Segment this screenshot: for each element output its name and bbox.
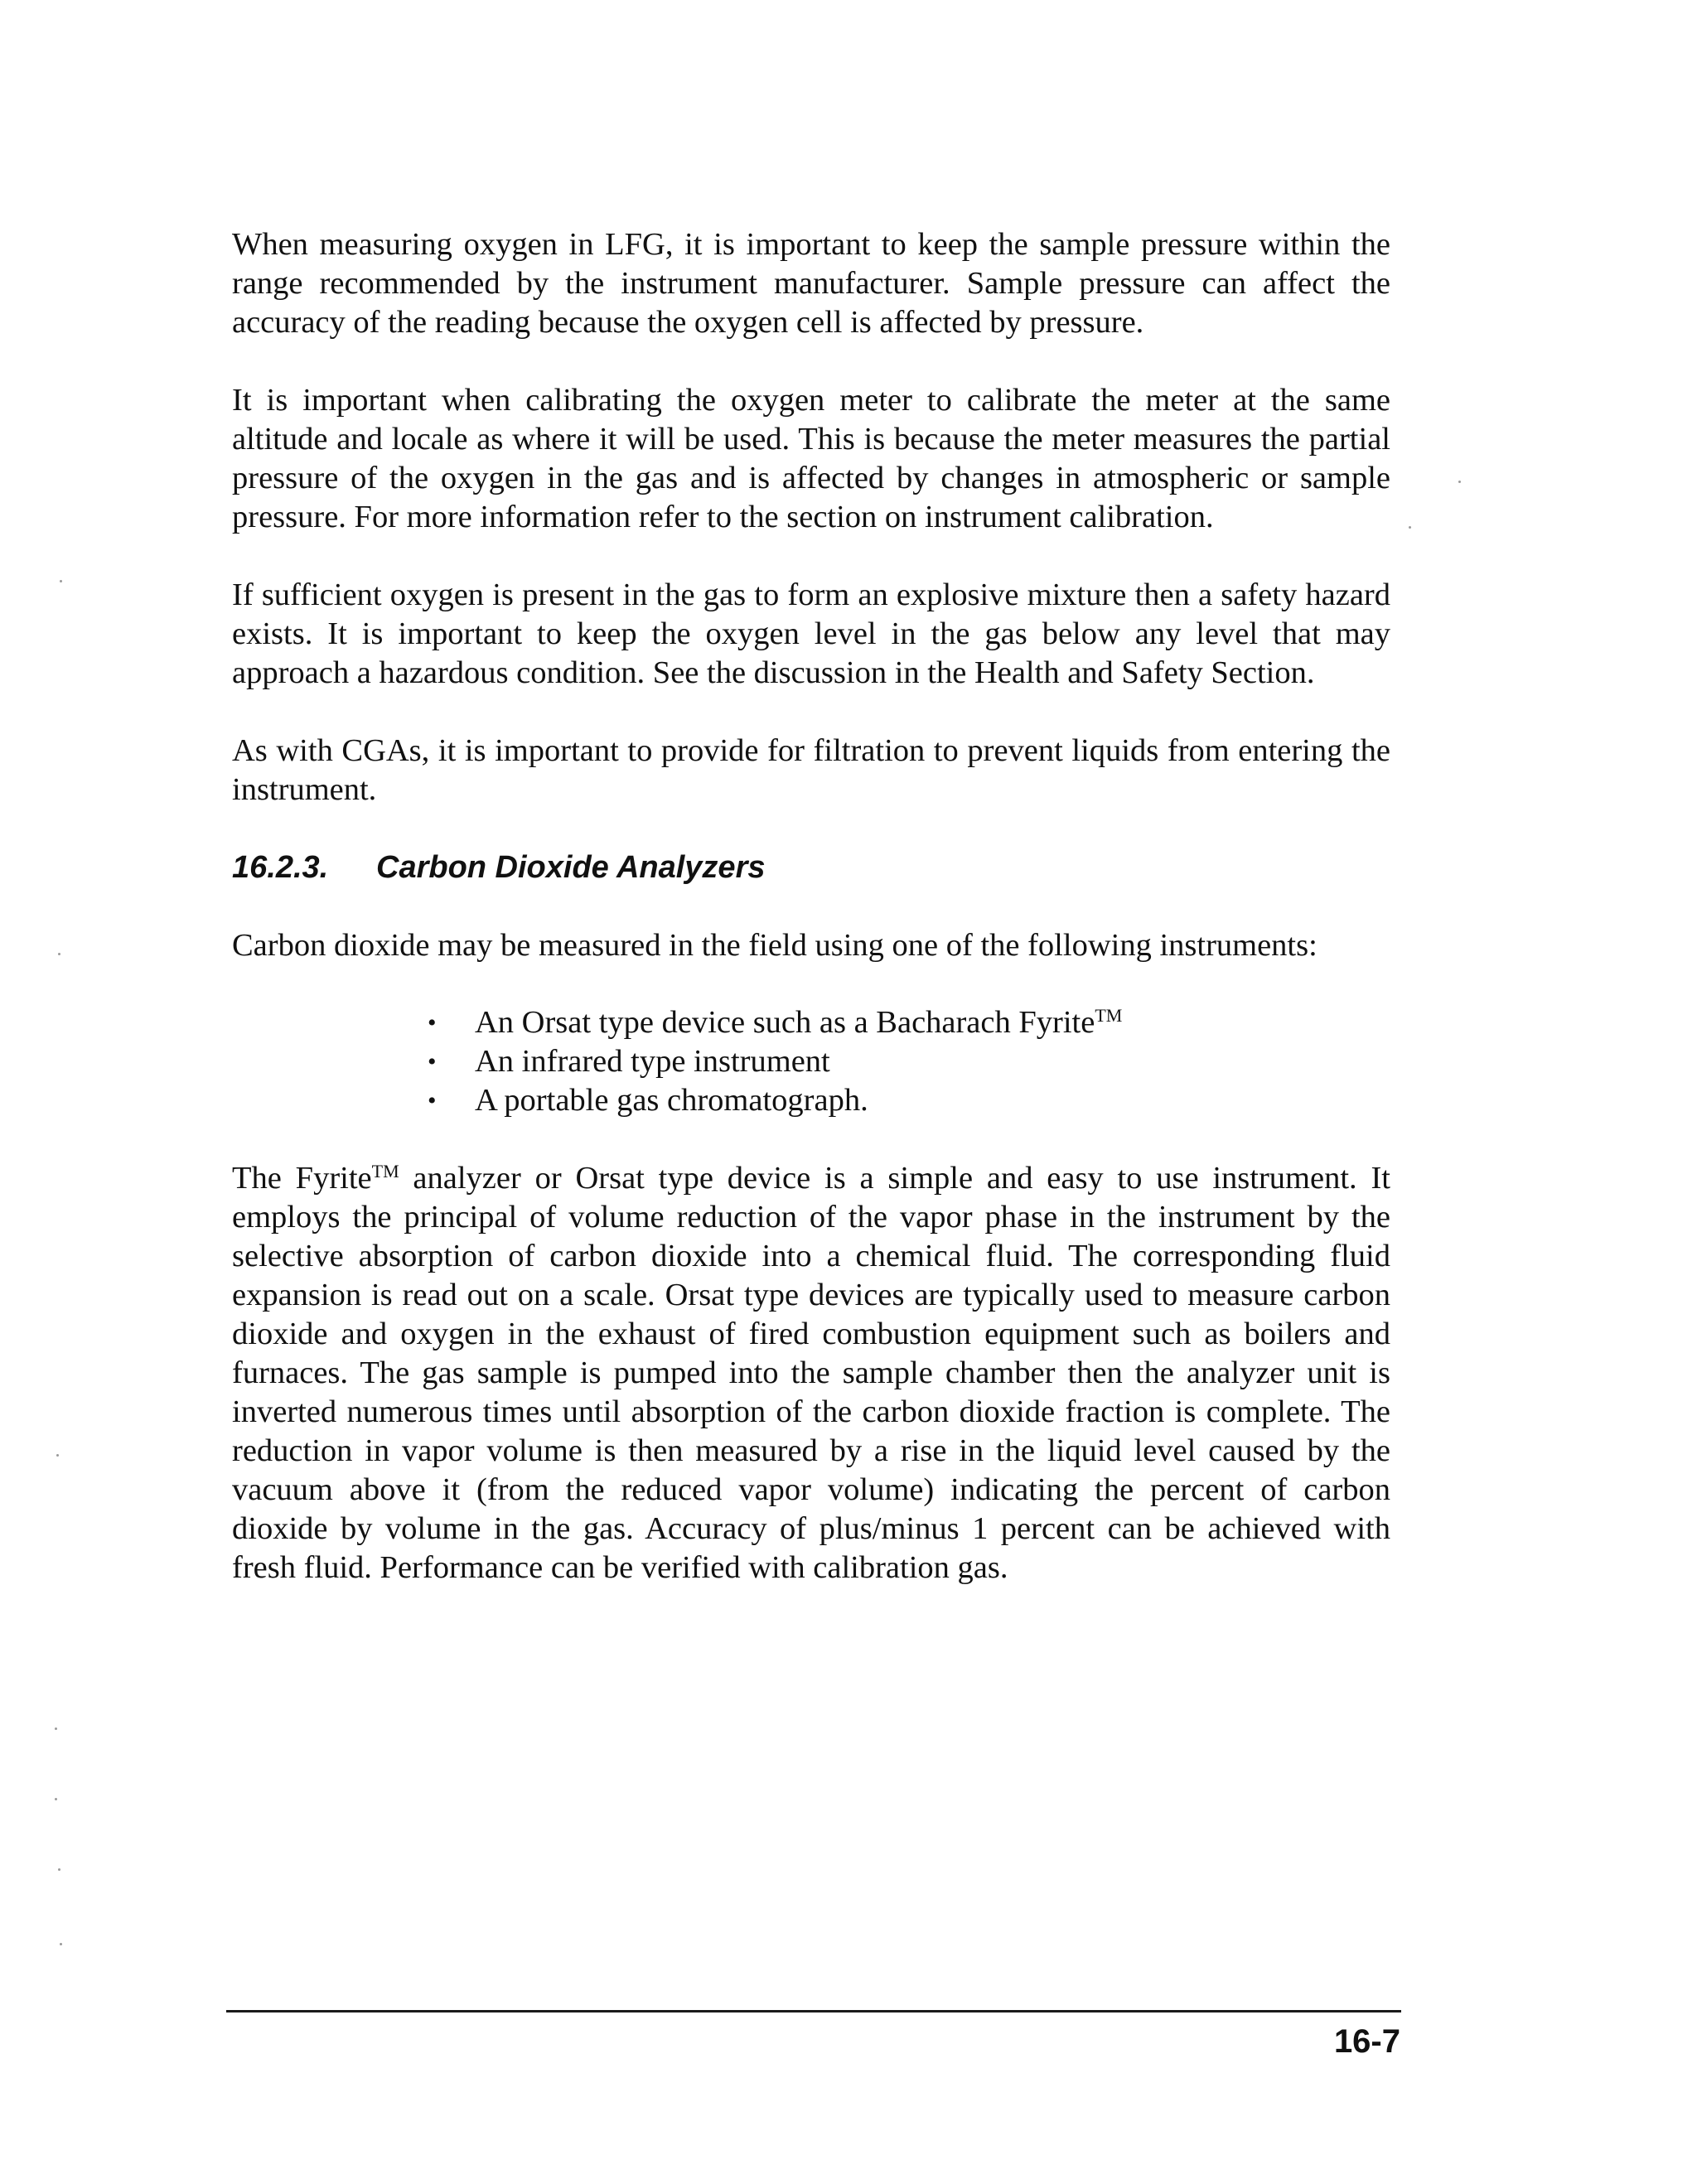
scan-speck (56, 1454, 59, 1457)
scan-speck (1409, 526, 1411, 529)
paragraph-sample-pressure: When measuring oxygen in LFG, it is important to keep the sample pressure within the range recommended by the instrument manufacturer. Sample pressure can affect the accuracy of the reading because the oxygen cell is affected by pressure. (232, 227, 1390, 340)
instruments-intro: Carbon dioxide may be measured in the field using one of the following instruments: (232, 928, 1317, 963)
section-heading (232, 848, 1390, 887)
list-item-text: An Orsat type device such as a Bacharach Fyrite (475, 1005, 1095, 1040)
scan-speck (1458, 481, 1461, 483)
instrument-list (232, 1003, 1390, 1120)
bullet-icon: • (428, 1009, 437, 1036)
fyrite-lead: The Fyrite (232, 1161, 372, 1196)
list-item-text: A portable gas chromatograph. (475, 1083, 868, 1118)
paragraph-filtration: As with CGAs, it is important to provide for filtration to prevent liquids from entering the instrument. (232, 733, 1390, 807)
scan-speck (58, 1868, 60, 1871)
section-number: 16.2.3. (232, 850, 329, 885)
list-item (232, 1081, 1390, 1120)
trademark-mark: TM (371, 1161, 399, 1181)
paragraph-calibration: It is important when calibrating the oxygen meter to calibrate the meter at the same altitude and locale as where it will be used. This is because the meter measures the partial pressure of the oxygen in the gas and is affected by changes in atmospheric or sample pressure. For more information refer to the section on instrument calibration. (232, 383, 1390, 534)
paragraph-fyrite (232, 1159, 1390, 1587)
bullet-icon: • (428, 1048, 437, 1075)
bullet-icon: • (428, 1087, 437, 1114)
fyrite-text: analyzer or Orsat type device is a simple and easy to use instrument. It employs the principal of volume reduction of the vapor phase in the instrument by the selective absorption of carbon dioxide into a chemical fluid. The corresponding fluid expansion is read out on a scale. Orsat type devices are typically used to measure carbon dioxide and oxygen in the exhaust of fired combustion equipment such as boilers and furnaces. The gas sample is pumped into the sample chamber then the analyzer unit is inverted numerous times until absorption of the carbon dioxide fraction is complete. The reduction in vapor volume is then measured by a rise in the liquid level caused by the vacuum above it (from the reduced vapor volume) indicating the percent of carbon dioxide by volume in the gas. Accuracy of plus/minus 1 percent can be achieved with fresh fluid. Performance can be verified with calibration gas. (232, 1161, 1390, 1585)
list-item (232, 1003, 1390, 1042)
scan-speck (60, 580, 62, 582)
scan-speck (55, 1727, 57, 1730)
page-number: 16-7 (1333, 2023, 1400, 2060)
scan-speck (58, 953, 60, 955)
section-title: Carbon Dioxide Analyzers (376, 850, 766, 885)
footer-rule (226, 2010, 1401, 2012)
scan-speck (60, 1943, 62, 1945)
list-item-text: An infrared type instrument (475, 1044, 830, 1079)
scan-speck (55, 1798, 57, 1800)
trademark-mark: TM (1095, 1005, 1123, 1026)
body-content (232, 225, 1390, 1626)
list-item (232, 1042, 1390, 1081)
paragraph-safety-hazard: If sufficient oxygen is present in the gas to form an explosive mixture then a safety hazard exists. It is important to keep the oxygen level in the gas below any level that may approach a hazardous condition. See the discussion in the Health and Safety Section. (232, 577, 1390, 690)
